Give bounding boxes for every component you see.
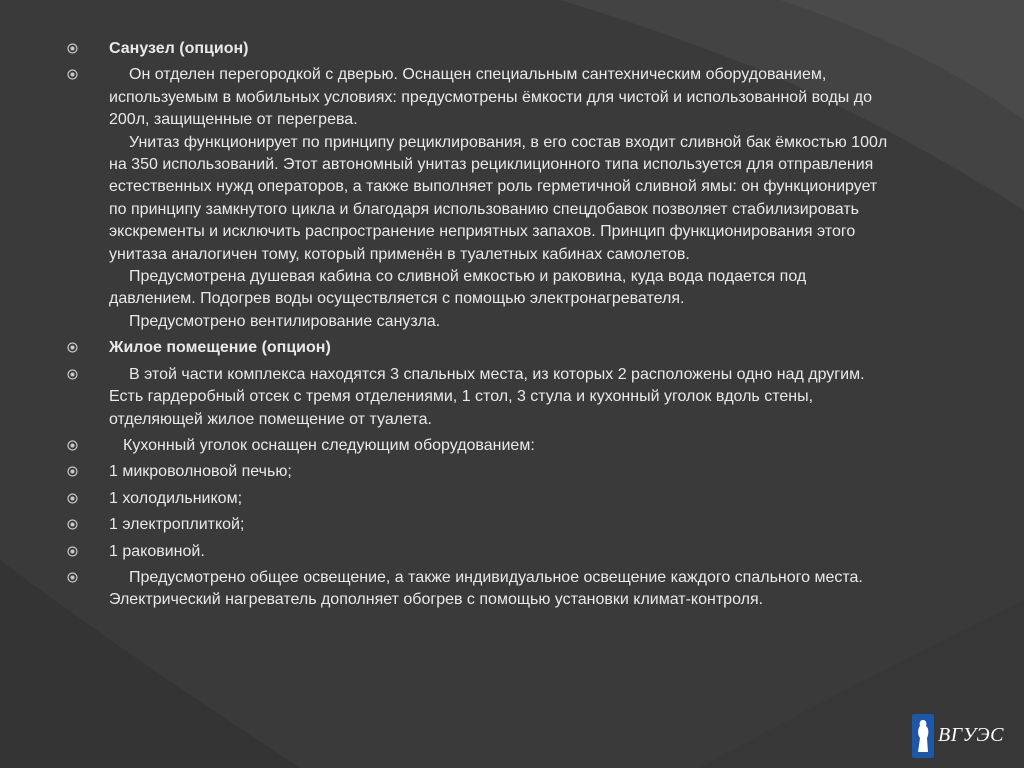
equipment-item: 1 электроплиткой; [109, 516, 245, 534]
equipment-item: 1 холодильником; [109, 489, 243, 507]
target-bullet-icon [67, 440, 78, 451]
university-emblem-icon [912, 714, 934, 758]
target-bullet-icon [67, 466, 78, 477]
paragraph: Кухонный уголок оснащен следующим оборудованием: [123, 436, 535, 454]
slide-content [67, 38, 897, 616]
list-item [67, 541, 897, 563]
target-bullet-icon [67, 342, 78, 353]
list-item [67, 337, 897, 359]
paragraph: Предусмотрено вентилирование санузла. [129, 312, 441, 330]
paragraph: Предусмотрено общее освещение, а также индивидуальное освещение каждого спального места. Электрический нагреватель дополняет обогрев с помощью установки климат-контроля. [109, 568, 863, 609]
target-bullet-icon [67, 69, 78, 80]
university-logo [912, 712, 1012, 760]
equipment-item: 1 раковиной. [109, 542, 205, 560]
paragraph: Предусмотрена душевая кабина со сливной емкостью и раковина, куда вода подается под давлением. Подогрев воды осуществляется с помощью электронагревателя. [109, 268, 807, 308]
target-bullet-icon [67, 369, 78, 380]
list-item [67, 514, 897, 536]
list-item [67, 567, 897, 612]
list-item [67, 461, 897, 483]
equipment-item: 1 микроволновой печью; [109, 463, 292, 481]
target-bullet-icon [67, 572, 78, 583]
paragraph: Унитаз функционирует по принципу рециклирования, в его состав входит сливной бак ёмкостью 100л на 350 использований. Этот автономный унитаз рециклиционного типа используется для отправления естественных нужд операторов, а также выполняет роль герметичной сливной ямы: он функционирует по принципу замкнутого цикла и благодаря использованию спецдобавок позволяет стабилизировать экскременты и исключить распространение неприятных запахов. Принцип функционирования этого унитаза аналогичен тому, который применён в туалетных кабинах самолетов. [109, 133, 888, 263]
target-bullet-icon [67, 43, 78, 54]
section-heading-bathroom: Санузел (опцион) [109, 40, 249, 57]
target-bullet-icon [67, 546, 78, 557]
target-bullet-icon [67, 519, 78, 530]
paragraph: Он отделен перегородкой с дверью. Оснащен специальным сантехническим оборудованием, используемым в мобильных условиях: предусмотрены ёмкости для чистой и использованной воды до 200л, защищенные от перегрева. [109, 66, 872, 129]
list-item [67, 488, 897, 510]
list-item [67, 364, 897, 431]
section-heading-living-room: Жилое помещение (опцион) [109, 339, 331, 357]
paragraph: В этой части комплекса находятся 3 спальных места, из которых 2 расположены одно над другим. Есть гардеробный отсек с тремя отделениями, 1 стол, 3 стула и кухонный уголок вдоль стены, отделяющей жилое помещение от туалета. [109, 365, 865, 428]
list-item [67, 38, 897, 60]
university-logo-text: ВГУЭС [938, 724, 1004, 746]
list-item [67, 64, 897, 333]
list-item [67, 435, 897, 457]
target-bullet-icon [67, 493, 78, 504]
